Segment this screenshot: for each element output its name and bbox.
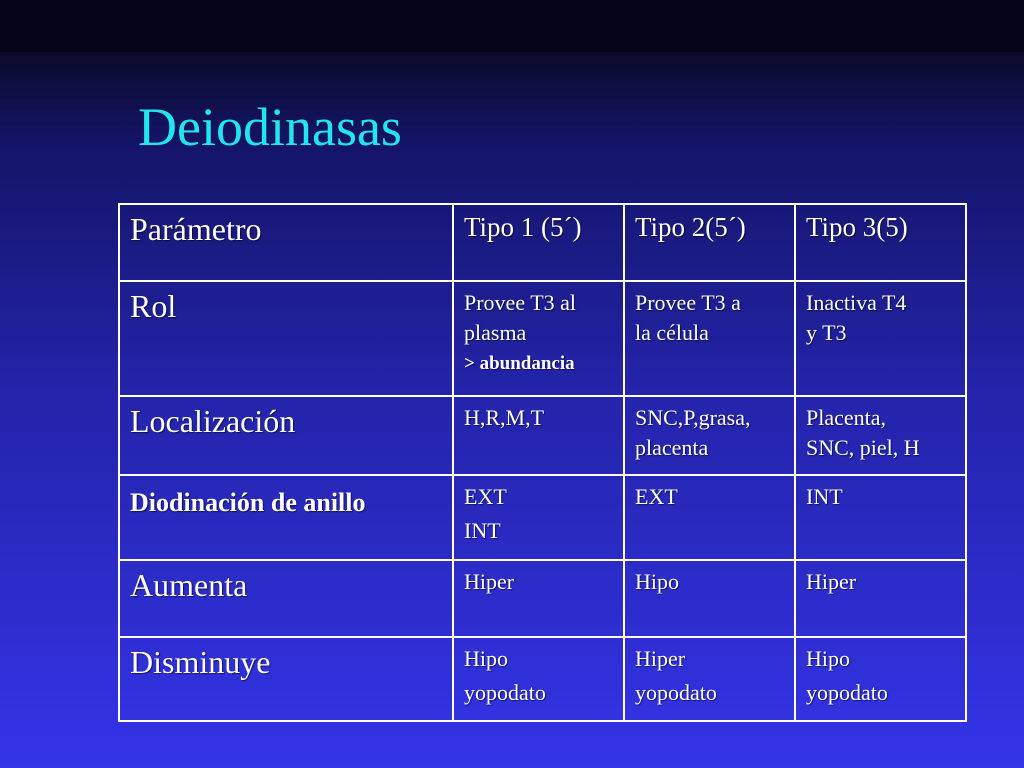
cell-line: plasma — [464, 319, 527, 345]
cell-line: placenta — [635, 434, 709, 460]
table-row-aumenta — [119, 560, 966, 637]
cell-aumenta-tipo2 — [624, 560, 795, 637]
cell-line: yopodato — [464, 679, 546, 705]
cell-line: INT — [464, 517, 501, 543]
row-label-diodinacion: Diodinación de anillo — [119, 475, 453, 560]
cell-diodinacion-tipo1 — [453, 475, 624, 560]
cell-line: yopodato — [806, 679, 888, 705]
cell-line: EXT — [635, 484, 678, 509]
cell-line: EXT — [464, 484, 507, 509]
cell-disminuye-tipo3 — [795, 637, 966, 721]
cell-line: Hiper — [806, 569, 857, 594]
cell-disminuye-tipo2 — [624, 637, 795, 721]
cell-aumenta-tipo3 — [795, 560, 966, 637]
table-row-diodinacion — [119, 475, 966, 560]
cell-line: Hipo — [464, 646, 508, 671]
cell-rol-tipo2 — [624, 281, 795, 396]
cell-diodinacion-tipo2 — [624, 475, 795, 560]
cell-line: SNC,P,grasa, — [635, 405, 751, 430]
cell-line: Hipo — [635, 569, 679, 594]
header-param-cell: Parámetro — [119, 204, 453, 281]
header-tipo2-cell: Tipo 2(5´) — [624, 204, 795, 281]
cell-line: SNC, piel, H — [806, 434, 920, 460]
top-band — [0, 0, 1024, 52]
cell-diodinacion-tipo3 — [795, 475, 966, 560]
cell-line: Placenta, — [806, 405, 887, 430]
cell-line: la célula — [635, 319, 709, 345]
row-label-disminuye: Disminuye — [119, 637, 453, 721]
cell-line: y T3 — [806, 319, 847, 345]
cell-line: H,R,M,T — [464, 405, 545, 430]
cell-line: Inactiva T4 — [806, 290, 907, 315]
cell-aumenta-tipo1 — [453, 560, 624, 637]
slide-title: Deiodinasas — [138, 97, 402, 157]
cell-rol-tipo1 — [453, 281, 624, 396]
header-tipo1-cell: Tipo 1 (5´) — [453, 204, 624, 281]
deiodinasas-table — [118, 203, 967, 722]
cell-line: INT — [806, 484, 843, 509]
cell-disminuye-tipo1 — [453, 637, 624, 721]
table-row-disminuye — [119, 637, 966, 721]
cell-line: Hiper — [635, 646, 686, 671]
cell-localizacion-tipo2 — [624, 396, 795, 475]
table-header-row — [119, 204, 966, 281]
row-label-localizacion: Localización — [119, 396, 453, 475]
cell-rol-tipo3 — [795, 281, 966, 396]
row-label-aumenta: Aumenta — [119, 560, 453, 637]
cell-localizacion-tipo3 — [795, 396, 966, 475]
table-row-localizacion — [119, 396, 966, 475]
cell-line: yopodato — [635, 679, 717, 705]
cell-line: Provee T3 al — [464, 290, 577, 315]
cell-localizacion-tipo1 — [453, 396, 624, 475]
cell-line: Provee T3 a — [635, 290, 741, 315]
cell-line: Hipo — [806, 646, 850, 671]
cell-line: Hiper — [464, 569, 515, 594]
table-row-rol — [119, 281, 966, 396]
row-label-rol: Rol — [119, 281, 453, 396]
abundance-note: > abundancia — [464, 353, 575, 375]
header-tipo3-cell: Tipo 3(5) — [795, 204, 966, 281]
